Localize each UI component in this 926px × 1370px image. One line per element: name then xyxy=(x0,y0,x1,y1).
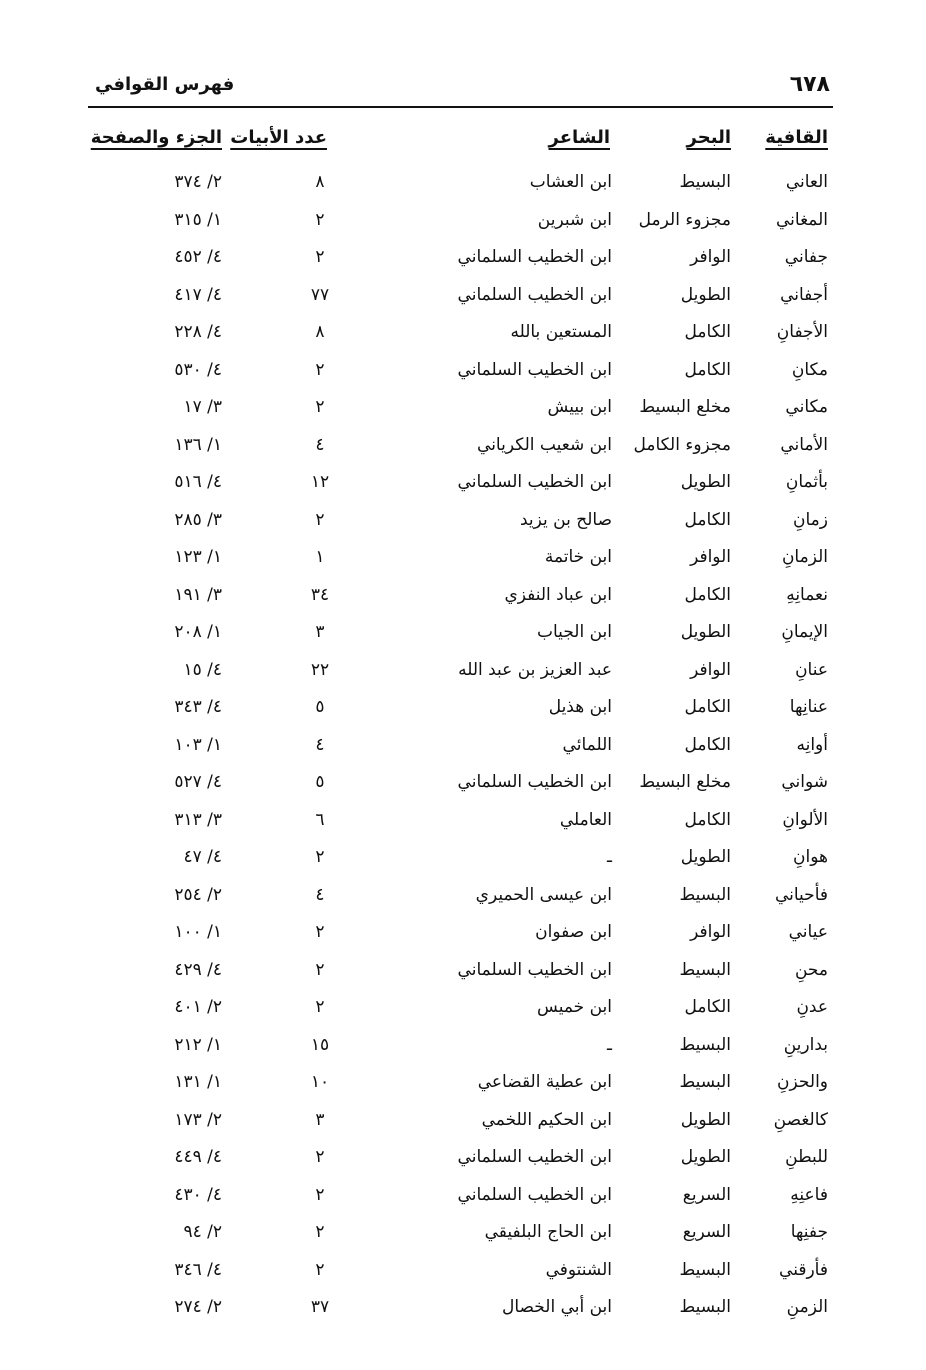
rhyme-cell: مكاني xyxy=(785,397,828,417)
volume-page-cell: ١/ ٣١٥ xyxy=(174,209,222,230)
table-row xyxy=(0,764,926,802)
poet-cell: ابن الخطيب السلماني xyxy=(457,959,612,980)
meter-cell: البسيط xyxy=(679,959,731,980)
volume-page-cell: ١/ ١٣١ xyxy=(174,1072,222,1092)
verse-count-cell: ٢ xyxy=(315,997,325,1017)
rhyme-cell: والحزنِ xyxy=(777,1072,828,1092)
verse-count-cell: ٥ xyxy=(315,697,325,717)
table-row xyxy=(0,164,926,202)
meter-cell: مجزوء الرمل xyxy=(638,209,731,230)
meter-cell: الطويل xyxy=(680,284,731,305)
meter-cell: البسيط xyxy=(679,1259,731,1280)
verse-count-cell: ٢ xyxy=(315,209,325,230)
column-header-volume-page: الجزء والصفحة xyxy=(90,127,222,148)
volume-page-cell: ٢/ ١٧٣ xyxy=(174,1109,222,1130)
rhyme-cell: الزمانِ xyxy=(781,547,828,567)
table-row xyxy=(0,1064,926,1102)
volume-page-cell: ١/ ١٣٦ xyxy=(174,434,222,455)
poet-cell: ابن أبي الخصال xyxy=(502,1297,612,1317)
table-row xyxy=(0,464,926,502)
meter-cell: الكامل xyxy=(684,509,731,530)
meter-cell: مخلع البسيط xyxy=(639,772,731,792)
table-row xyxy=(0,614,926,652)
verse-count-cell: ٢ xyxy=(315,1184,325,1205)
volume-page-cell: ٢/ ٢٧٤ xyxy=(174,1297,222,1317)
poet-cell: ابن الخطيب السلماني xyxy=(457,1184,612,1205)
volume-page-cell: ١/ ١٠٣ xyxy=(174,734,222,755)
column-header-verse-count: عدد الأبيات xyxy=(230,127,327,148)
verse-count-cell: ١ xyxy=(315,547,325,567)
table-row xyxy=(0,539,926,577)
verse-count-cell: ٥ xyxy=(315,772,325,792)
rhyme-cell: عدنِ xyxy=(796,997,828,1017)
rhyme-index-table xyxy=(0,164,926,1327)
table-row xyxy=(0,1289,926,1327)
poet-cell: ابن شبرين xyxy=(537,209,612,230)
rhyme-cell: بدارينِ xyxy=(783,1034,828,1055)
poet-cell: ابن الخطيب السلماني xyxy=(457,359,612,380)
page-number: ٦٧٨ xyxy=(789,72,830,97)
rhyme-cell: الإيمانِ xyxy=(781,622,828,642)
table-row xyxy=(0,1214,926,1252)
table-row xyxy=(0,727,926,765)
volume-page-cell: ٤/ ٤٤٩ xyxy=(174,1147,222,1167)
rhyme-cell: عنانِ xyxy=(795,659,828,680)
verse-count-cell: ٣ xyxy=(315,1109,325,1130)
meter-cell: الكامل xyxy=(684,359,731,380)
meter-cell: الطويل xyxy=(680,472,731,492)
poet-cell: ابن عباد النفزي xyxy=(504,584,612,605)
table-row xyxy=(0,952,926,990)
column-header-poet: الشاعر xyxy=(548,127,610,148)
volume-page-cell: ٢/ ٢٥٤ xyxy=(174,884,222,905)
poet-cell: صالح بن يزيد xyxy=(519,509,612,530)
table-row xyxy=(0,914,926,952)
table-row xyxy=(0,577,926,615)
poet-cell: ـ xyxy=(607,847,612,867)
table-row xyxy=(0,314,926,352)
verse-count-cell: ١٢ xyxy=(310,472,330,492)
poet-cell: ابن صفوان xyxy=(535,922,612,942)
poet-cell: ابن عيسى الحميري xyxy=(475,884,612,905)
volume-page-cell: ٣/ ١٩١ xyxy=(174,584,222,605)
volume-page-cell: ٢/ ٩٤ xyxy=(183,1222,222,1242)
rhyme-cell: للبطنِ xyxy=(785,1147,828,1167)
volume-page-cell: ٢/ ٣٧٤ xyxy=(174,172,222,192)
verse-count-cell: ٢ xyxy=(315,359,325,380)
table-row xyxy=(0,689,926,727)
rhyme-cell: المغاني xyxy=(775,209,828,230)
volume-page-cell: ٣/ ١٧ xyxy=(183,397,222,417)
verse-count-cell: ١٥ xyxy=(310,1034,330,1055)
volume-page-cell: ٣/ ٢٨٥ xyxy=(174,509,222,530)
verse-count-cell: ٦ xyxy=(315,809,325,830)
rhyme-cell: هوانِ xyxy=(793,847,828,867)
table-row xyxy=(0,427,926,465)
rhyme-cell: محنِ xyxy=(794,959,828,980)
meter-cell: الطويل xyxy=(680,847,731,867)
volume-page-cell: ١/ ١٠٠ xyxy=(174,922,222,942)
rhyme-cell: جفنِها xyxy=(790,1222,828,1242)
poet-cell: ابن هذيل xyxy=(548,697,612,717)
poet-cell: ابن الخطيب السلماني xyxy=(457,772,612,792)
meter-cell: مجزوء الكامل xyxy=(633,434,731,455)
verse-count-cell: ٤ xyxy=(315,884,325,905)
rhyme-cell: فاعنِهِ xyxy=(790,1184,828,1205)
meter-cell: الكامل xyxy=(684,584,731,605)
verse-count-cell: ٣٤ xyxy=(310,584,330,605)
meter-cell: الوافر xyxy=(690,247,731,267)
rhyme-cell: أوانِه xyxy=(796,734,828,755)
table-row xyxy=(0,1252,926,1290)
poet-cell: ابن العشاب xyxy=(529,172,612,192)
meter-cell: مخلع البسيط xyxy=(639,397,731,417)
volume-page-cell: ٤/ ٣٤٦ xyxy=(174,1259,222,1280)
poet-cell: ابن عطية القضاعي xyxy=(477,1072,612,1092)
poet-cell: ابن خاتمة xyxy=(544,547,612,567)
page-title: فهرس القوافي xyxy=(95,74,235,95)
verse-count-cell: ٤ xyxy=(315,434,325,455)
verse-count-cell: ٤ xyxy=(315,734,325,755)
rhyme-cell: بأثمانِ xyxy=(785,472,828,492)
column-header-meter: البحر xyxy=(686,127,731,148)
volume-page-cell: ٤/ ٥٣٠ xyxy=(174,359,222,380)
verse-count-cell: ٣ xyxy=(315,622,325,642)
volume-page-cell: ٤/ ٢٢٨ xyxy=(174,322,222,342)
volume-page-cell: ٤/ ٤٧ xyxy=(183,847,222,867)
poet-cell: الشنتوفي xyxy=(545,1259,612,1280)
meter-cell: السريع xyxy=(682,1222,731,1242)
meter-cell: الطويل xyxy=(680,1109,731,1130)
meter-cell: الكامل xyxy=(684,809,731,830)
poet-cell: ابن الخطيب السلماني xyxy=(457,247,612,267)
verse-count-cell: ٢ xyxy=(315,1259,325,1280)
meter-cell: السريع xyxy=(682,1184,731,1205)
column-header-rhyme: القافية xyxy=(765,127,828,148)
table-row xyxy=(0,1139,926,1177)
rhyme-cell: الأجفانِ xyxy=(776,322,828,342)
volume-page-cell: ٤/ ٣٤٣ xyxy=(174,697,222,717)
table-row xyxy=(0,352,926,390)
verse-count-cell: ٢ xyxy=(315,397,325,417)
table-row xyxy=(0,877,926,915)
meter-cell: الكامل xyxy=(684,697,731,717)
meter-cell: البسيط xyxy=(679,172,731,192)
volume-page-cell: ٤/ ٥١٦ xyxy=(174,472,222,492)
volume-page-cell: ١/ ١٢٣ xyxy=(174,547,222,567)
meter-cell: الكامل xyxy=(684,997,731,1017)
rhyme-cell: شواني xyxy=(781,772,828,792)
poet-cell: عبد العزيز بن عبد الله xyxy=(458,659,612,680)
volume-page-cell: ٣/ ٣١٣ xyxy=(174,809,222,830)
poet-cell: ابن الجياب xyxy=(537,622,612,642)
verse-count-cell: ٢ xyxy=(315,847,325,867)
table-row xyxy=(0,1177,926,1215)
table-row xyxy=(0,389,926,427)
poet-cell: ابن الحكيم اللخمي xyxy=(481,1109,612,1130)
rhyme-cell: الزمنِ xyxy=(786,1297,828,1317)
table-row xyxy=(0,239,926,277)
meter-cell: البسيط xyxy=(679,1072,731,1092)
poet-cell: ابن الخطيب السلماني xyxy=(457,472,612,492)
table-row xyxy=(0,277,926,315)
verse-count-cell: ٢ xyxy=(315,959,325,980)
volume-page-cell: ٤/ ٤٥٢ xyxy=(174,247,222,267)
rhyme-cell: العاني xyxy=(785,172,828,192)
poet-cell: ابن الحاج البلفيقي xyxy=(484,1222,612,1242)
verse-count-cell: ٧٧ xyxy=(310,284,330,305)
verse-count-cell: ٢ xyxy=(315,1222,325,1242)
rhyme-cell: نعمانِهِ xyxy=(786,584,828,605)
volume-page-cell: ٤/ ٤١٧ xyxy=(174,284,222,305)
rhyme-cell: فأرقني xyxy=(779,1259,828,1280)
meter-cell: الوافر xyxy=(690,922,731,942)
verse-count-cell: ٨ xyxy=(315,322,325,342)
verse-count-cell: ٢٢ xyxy=(310,659,330,680)
poet-cell: ابن الخطيب السلماني xyxy=(457,284,612,305)
meter-cell: الوافر xyxy=(690,659,731,680)
volume-page-cell: ١/ ٢١٢ xyxy=(174,1034,222,1055)
rhyme-cell: الأماني xyxy=(780,434,828,455)
table-row xyxy=(0,502,926,540)
poet-cell: ـ xyxy=(607,1034,612,1055)
poet-cell: اللمائي xyxy=(562,734,612,755)
poet-cell: ابن شعيب الكرياني xyxy=(477,434,612,455)
rhyme-cell: فأحياني xyxy=(774,884,828,905)
meter-cell: البسيط xyxy=(679,884,731,905)
volume-page-cell: ٤/ ١٥ xyxy=(183,659,222,680)
rhyme-cell: زمانِ xyxy=(793,509,828,530)
poet-cell: المستعين بالله xyxy=(510,322,612,342)
rhyme-cell: عنانِها xyxy=(789,697,828,717)
meter-cell: الكامل xyxy=(684,322,731,342)
rhyme-cell: الألوانِ xyxy=(782,809,828,830)
verse-count-cell: ٢ xyxy=(315,247,325,267)
meter-cell: الطويل xyxy=(680,622,731,642)
header-rule xyxy=(88,106,833,108)
volume-page-cell: ١/ ٢٠٨ xyxy=(174,622,222,642)
verse-count-cell: ١٠ xyxy=(310,1072,330,1092)
volume-page-cell: ٤/ ٥٢٧ xyxy=(174,772,222,792)
verse-count-cell: ٢ xyxy=(315,922,325,942)
rhyme-cell: مكانِ xyxy=(791,359,828,380)
verse-count-cell: ٢ xyxy=(315,509,325,530)
table-row xyxy=(0,202,926,240)
table-row xyxy=(0,1102,926,1140)
poet-cell: ابن بييش xyxy=(547,397,612,417)
poet-cell: العاملي xyxy=(559,809,612,830)
meter-cell: الطويل xyxy=(680,1147,731,1167)
volume-page-cell: ٢/ ٤٠١ xyxy=(174,997,222,1017)
meter-cell: الوافر xyxy=(690,547,731,567)
verse-count-cell: ٨ xyxy=(315,172,325,192)
verse-count-cell: ٢ xyxy=(315,1147,325,1167)
table-row xyxy=(0,989,926,1027)
table-row xyxy=(0,802,926,840)
meter-cell: البسيط xyxy=(679,1034,731,1055)
volume-page-cell: ٤/ ٤٢٩ xyxy=(174,959,222,980)
poet-cell: ابن الخطيب السلماني xyxy=(457,1147,612,1167)
rhyme-cell: جفاني xyxy=(784,247,828,267)
volume-page-cell: ٤/ ٤٣٠ xyxy=(174,1184,222,1205)
rhyme-cell: عياني xyxy=(788,922,828,942)
rhyme-cell: أجفاني xyxy=(780,284,828,305)
table-row xyxy=(0,1027,926,1065)
meter-cell: الكامل xyxy=(684,734,731,755)
poet-cell: ابن خميس xyxy=(537,997,612,1017)
rhyme-cell: كالغصنِ xyxy=(773,1109,828,1130)
table-row xyxy=(0,839,926,877)
meter-cell: البسيط xyxy=(679,1297,731,1317)
verse-count-cell: ٣٧ xyxy=(310,1297,330,1317)
table-row xyxy=(0,652,926,690)
